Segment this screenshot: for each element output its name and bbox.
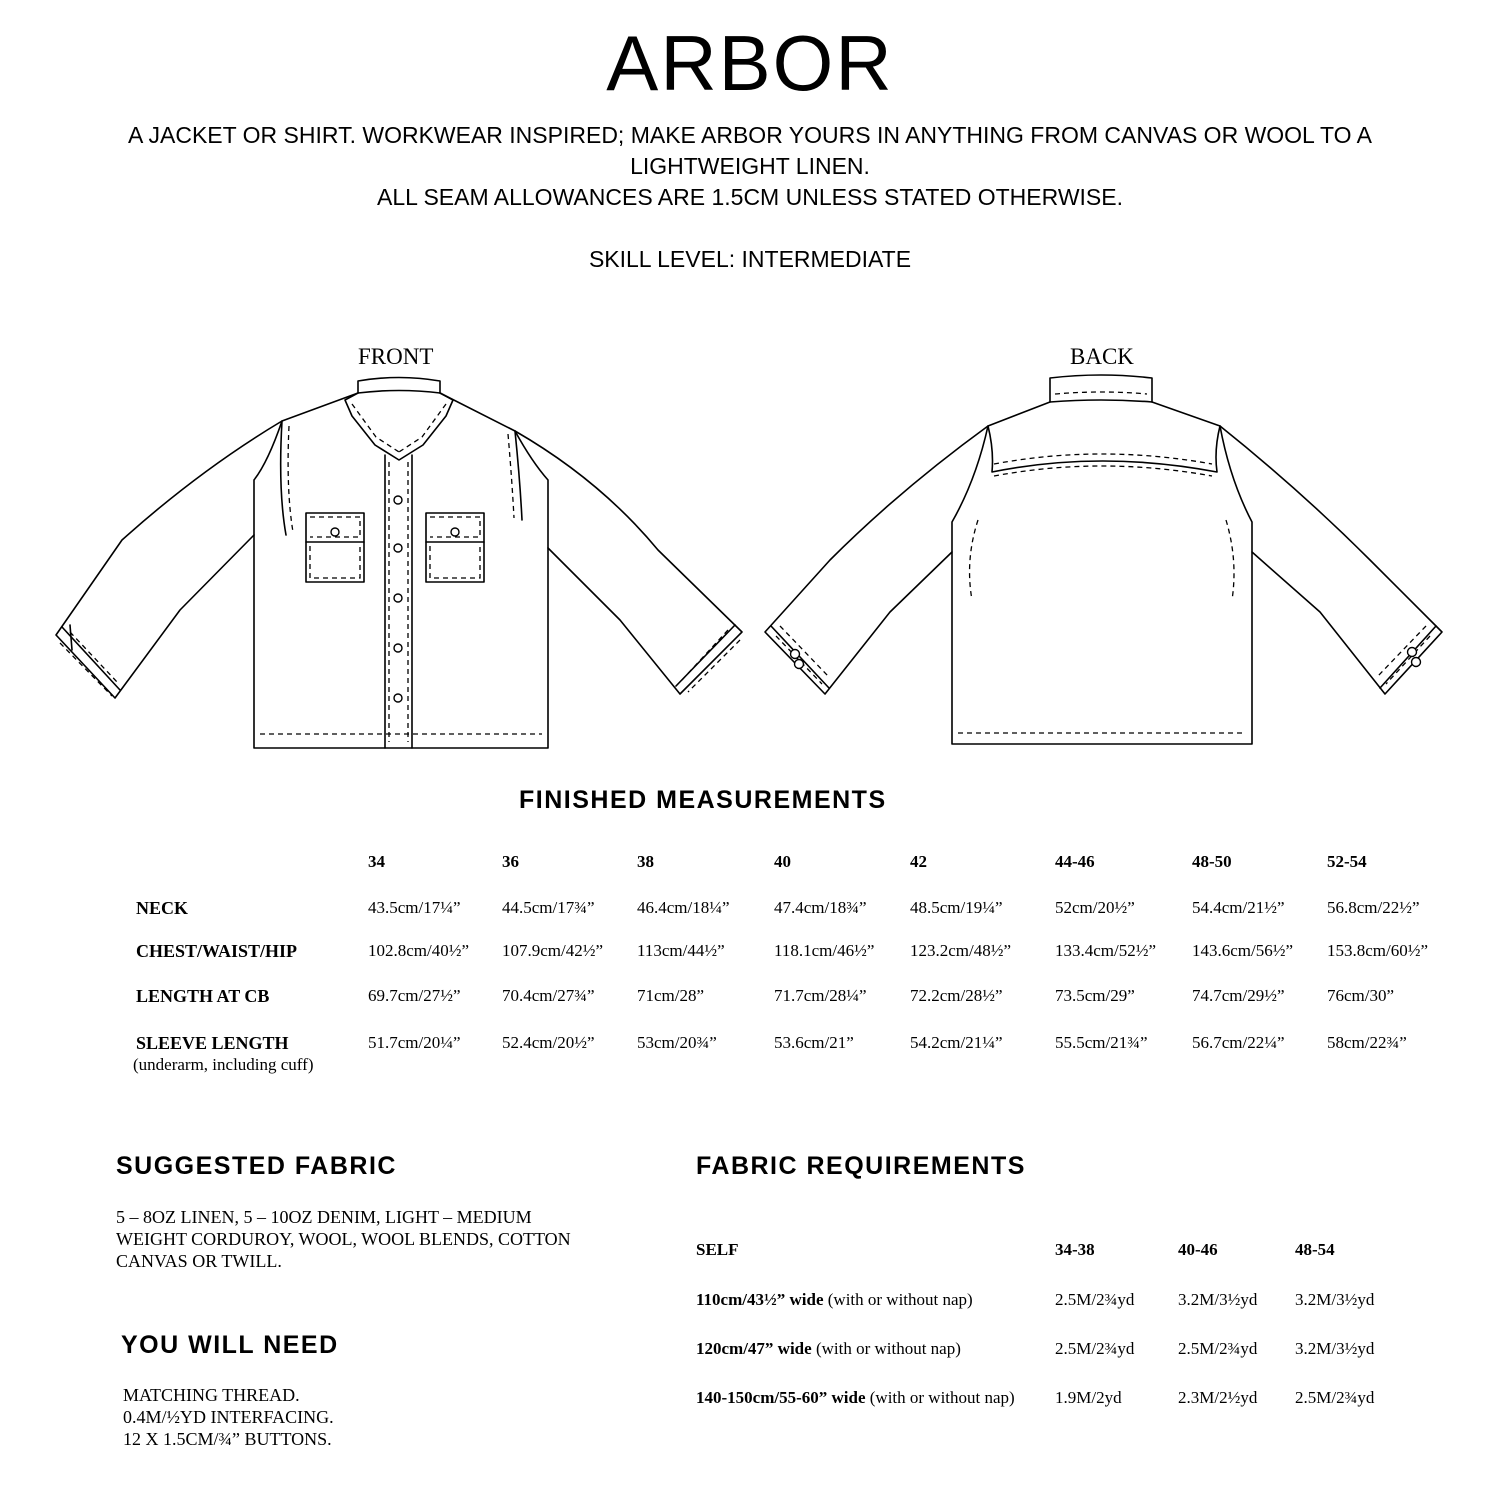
measurement-row-label: NECK bbox=[136, 898, 189, 918]
nap-note: (with or without nap) bbox=[811, 1339, 961, 1358]
measurement-value: 44.5cm/17¾” bbox=[502, 898, 595, 917]
measurement-value: 102.8cm/40½” bbox=[368, 941, 470, 960]
measurement-value: 58cm/22¾” bbox=[1327, 1033, 1407, 1052]
measurement-value: 153.8cm/60½” bbox=[1327, 941, 1429, 960]
measurement-value: 71.7cm/28¼” bbox=[774, 986, 867, 1005]
measurement-value: 51.7cm/20¼” bbox=[368, 1033, 461, 1052]
yardage-value: 2.5M/2¾yd bbox=[1295, 1388, 1375, 1407]
yardage-value: 2.3M/2½yd bbox=[1178, 1388, 1258, 1407]
yardage-value: 3.2M/3½yd bbox=[1178, 1290, 1258, 1309]
notion-item: MATCHING THREAD. bbox=[123, 1385, 300, 1405]
yardage-value: 3.2M/3½yd bbox=[1295, 1339, 1375, 1358]
front-view-label: FRONT bbox=[358, 344, 434, 369]
fabric-width: 120cm/47” wide bbox=[696, 1339, 812, 1358]
measurement-value: 54.4cm/21½” bbox=[1192, 898, 1285, 917]
fabric-width-label bbox=[696, 1388, 1015, 1408]
size-column-header: 36 bbox=[502, 852, 519, 871]
measurement-value: 52cm/20½” bbox=[1055, 898, 1135, 917]
measurement-row-note: (underarm, including cuff) bbox=[133, 1055, 314, 1074]
measurement-row-label: SLEEVE LENGTH bbox=[136, 1033, 289, 1053]
measurement-value: 47.4cm/18¾” bbox=[774, 898, 867, 917]
measurement-value: 53cm/20¾” bbox=[637, 1033, 717, 1052]
you-will-need-heading: YOU WILL NEED bbox=[121, 1331, 339, 1359]
measurement-value: 52.4cm/20½” bbox=[502, 1033, 595, 1052]
measurement-value: 55.5cm/21¾” bbox=[1055, 1033, 1148, 1052]
size-range-header: 40-46 bbox=[1178, 1240, 1218, 1259]
fabric-line: WEIGHT CORDUROY, WOOL, WOOL BLENDS, COTTON bbox=[116, 1229, 571, 1249]
fabric-width: 110cm/43½” wide bbox=[696, 1290, 824, 1309]
size-range-header: 34-38 bbox=[1055, 1240, 1095, 1259]
back-view-label: BACK bbox=[1070, 344, 1134, 369]
measurement-value: 73.5cm/29” bbox=[1055, 986, 1135, 1005]
measurement-value: 74.7cm/29½” bbox=[1192, 986, 1285, 1005]
fabric-requirements-heading: FABRIC REQUIREMENTS bbox=[696, 1152, 1026, 1180]
measurement-value: 113cm/44½” bbox=[637, 941, 725, 960]
size-column-header: 38 bbox=[637, 852, 654, 871]
measurement-value: 123.2cm/48½” bbox=[910, 941, 1012, 960]
measurement-value: 143.6cm/56½” bbox=[1192, 941, 1294, 960]
measurement-value: 48.5cm/19¼” bbox=[910, 898, 1003, 917]
notion-item: 0.4M/½YD INTERFACING. bbox=[123, 1407, 334, 1427]
measurement-value: 54.2cm/21¼” bbox=[910, 1033, 1003, 1052]
fabric-width-label bbox=[696, 1290, 973, 1310]
fabric-width: 140-150cm/55-60” wide bbox=[696, 1388, 866, 1407]
measurement-value: 53.6cm/21” bbox=[774, 1033, 854, 1052]
fabric-line: CANVAS OR TWILL. bbox=[116, 1251, 282, 1271]
measurement-value: 76cm/30” bbox=[1327, 986, 1395, 1005]
yardage-value: 2.5M/2¾yd bbox=[1055, 1339, 1135, 1358]
nap-note: (with or without nap) bbox=[865, 1388, 1015, 1407]
size-column-header: 34 bbox=[368, 852, 385, 871]
measurement-value: 72.2cm/28½” bbox=[910, 986, 1003, 1005]
size-column-header: 42 bbox=[910, 852, 927, 871]
measurement-value: 118.1cm/46½” bbox=[774, 941, 875, 960]
size-range-header: 48-54 bbox=[1295, 1240, 1335, 1259]
measurement-row-label: CHEST/WAIST/HIP bbox=[136, 941, 298, 961]
measurement-value: 46.4cm/18¼” bbox=[637, 898, 730, 917]
skill-level: SKILL LEVEL: INTERMEDIATE bbox=[588, 246, 912, 272]
measurement-value: 71cm/28” bbox=[637, 986, 705, 1005]
measurement-value: 56.8cm/22½” bbox=[1327, 898, 1420, 917]
suggested-fabric-heading: SUGGESTED FABRIC bbox=[116, 1152, 397, 1180]
size-column-header: 48-50 bbox=[1192, 852, 1232, 871]
description-line: LIGHTWEIGHT LINEN. bbox=[630, 153, 870, 179]
measurement-value: 70.4cm/27¾” bbox=[502, 986, 595, 1005]
self-label: SELF bbox=[696, 1240, 739, 1259]
nap-note: (with or without nap) bbox=[823, 1290, 973, 1309]
size-column-header: 40 bbox=[774, 852, 791, 871]
fabric-width-label bbox=[696, 1339, 961, 1359]
measurement-value: 43.5cm/17¼” bbox=[368, 898, 461, 917]
size-column-header: 52-54 bbox=[1327, 852, 1367, 871]
yardage-value: 1.9M/2yd bbox=[1055, 1388, 1122, 1407]
pattern-title: ARBOR bbox=[606, 19, 894, 107]
description-line: A JACKET OR SHIRT. WORKWEAR INSPIRED; MAKE ARBOR YOURS IN ANYTHING FROM CANVAS OR WOOL TO A bbox=[128, 122, 1372, 148]
measurement-row-label: LENGTH AT CB bbox=[136, 986, 270, 1006]
notion-item: 12 X 1.5CM/¾” BUTTONS. bbox=[123, 1429, 332, 1449]
yardage-value: 2.5M/2¾yd bbox=[1178, 1339, 1258, 1358]
measurement-value: 133.4cm/52½” bbox=[1055, 941, 1157, 960]
fabric-line: 5 – 8OZ LINEN, 5 – 10OZ DENIM, LIGHT – MEDIUM bbox=[116, 1207, 532, 1227]
yardage-value: 2.5M/2¾yd bbox=[1055, 1290, 1135, 1309]
seam-allowance-note: ALL SEAM ALLOWANCES ARE 1.5CM UNLESS STATED OTHERWISE. bbox=[377, 184, 1123, 210]
measurement-value: 107.9cm/42½” bbox=[502, 941, 604, 960]
yardage-value: 3.2M/3½yd bbox=[1295, 1290, 1375, 1309]
finished-measurements-heading: FINISHED MEASUREMENTS bbox=[519, 786, 887, 814]
measurement-value: 69.7cm/27½” bbox=[368, 986, 461, 1005]
size-column-header: 44-46 bbox=[1055, 852, 1095, 871]
measurement-value: 56.7cm/22¼” bbox=[1192, 1033, 1285, 1052]
